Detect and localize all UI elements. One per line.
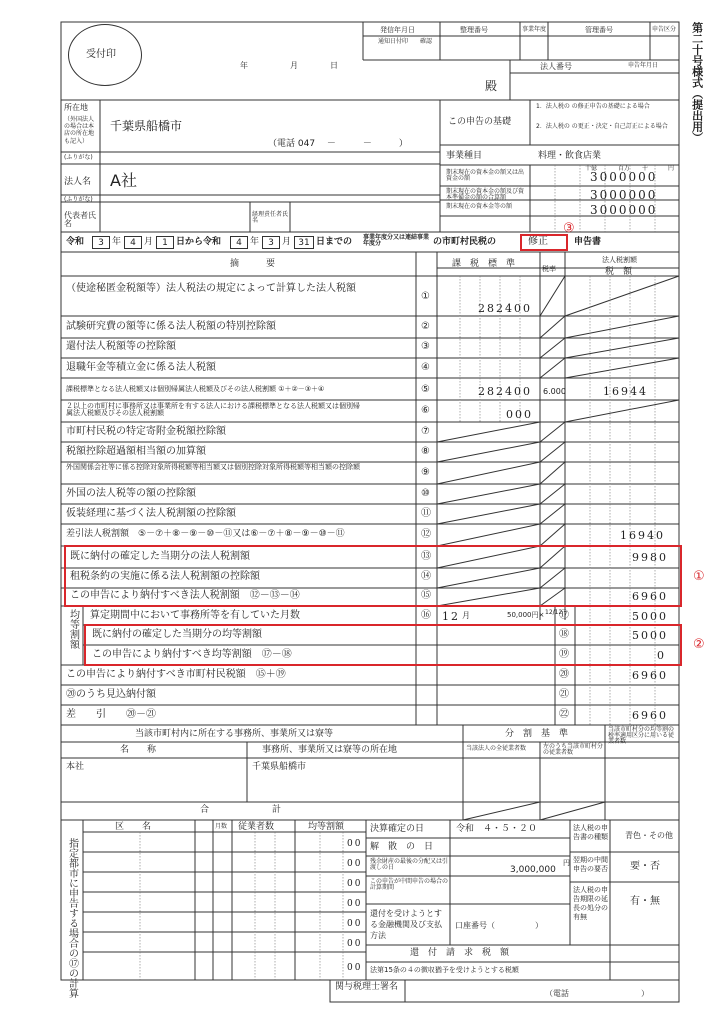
marker-3: ③ [563, 221, 575, 236]
col-base-header: 課 税 標 準 [452, 259, 516, 269]
designated-col-kintou: 均等割額 [308, 822, 345, 832]
kintou-row-17-tax: 5000 [632, 610, 668, 623]
highlight-shusei [520, 234, 568, 251]
houjin-bango-label: 法人番号 [540, 62, 572, 71]
row-13-no: ⑬ [421, 551, 431, 562]
row-6-no: ⑥ [421, 405, 430, 416]
designated-zero-1: 00 [347, 839, 363, 849]
row-3-label: 還付法人税額等の控除額 [66, 341, 176, 352]
capital-row1-value: 3000000 [590, 170, 658, 184]
kintou-month-unit: 月 [462, 611, 470, 620]
row-2-label: 試験研究費の額等に係る法人税額の特別控除額 [66, 321, 276, 332]
offices-col-b3: 当該市町村分の均等割の税率適用区分に用いる従業者数 [608, 726, 675, 745]
row-1-no: ① [421, 291, 430, 302]
account-label: 口座番号（ ） [455, 921, 543, 930]
law-label: 法第15条の４の徴収猶予を受けようとする税額 [370, 966, 519, 974]
row-22-no: ㉒ [559, 709, 569, 720]
period-kind: 事業年度分又は連結事業年度分 [363, 234, 430, 247]
code-kakunin: 確認 [420, 38, 433, 45]
dono-label: 殿 [485, 79, 498, 93]
code-kubun: 申告区分 [652, 26, 677, 33]
row-6-label: ２以上の市町村に事務所又は事業所を有する法人における課税標準となる法人税額又は個別帰属法人税額及びその法人税割額 [66, 402, 360, 417]
furigana-label: (ふりがな) [64, 154, 93, 161]
designated-zero-7: 00 [347, 963, 363, 973]
row-5-tax: 16944 [603, 385, 648, 398]
date-day-label: 日 [330, 61, 338, 70]
row-9-label: 外国関係会社等に係る控除対象所得税額等相当額又は個別控除対象所得税額等相当額の控除額 [66, 463, 360, 471]
houjin-type-label: 法人税の申告書の種類 [573, 824, 608, 842]
chukan-label: この申告が中間申告の場合の計算期間 [370, 878, 449, 891]
kintou-row-19-label: この申告により納付すべき均等割額 ⑰－⑱ [92, 649, 292, 660]
row-22-tax: 6960 [632, 709, 668, 722]
offices-col-b2: 左のうち当該市町村分の従業者数 [543, 743, 604, 756]
highlight-group-2 [84, 624, 682, 666]
capital-small-value: 3,000,000 [510, 865, 556, 875]
enchou-value: 有・無 [630, 896, 660, 907]
row-9-no: ⑨ [421, 467, 430, 478]
kintou-row-18-label: 既に納付の確定した当期分の均等割額 [92, 629, 262, 640]
offices-col-b1: 当該法人の全従業者数 [466, 745, 527, 752]
row-14-no: ⑭ [421, 571, 431, 582]
period-year-label: 年 [112, 237, 122, 247]
row-12-tax: 16940 [620, 529, 665, 542]
row-20-label: この申告により納付すべき市町村民税額 ⑮＋⑲ [66, 669, 286, 680]
representative-label: 代表者氏名 [64, 211, 96, 228]
row-1-label: （使途秘匿金税額等）法人税法の規定によって計算した法人税額 [66, 283, 356, 294]
row-22-label: 差 引 ⑳－㉑ [66, 709, 156, 720]
row-10-no: ⑩ [421, 488, 430, 499]
designated-zero-2: 00 [347, 859, 363, 869]
zeirishi-phone: （電話 ） [545, 989, 649, 998]
offices-col-bunkatsu: 分 割 基 準 [505, 729, 569, 739]
period-from-label: 日から令和 [176, 237, 222, 247]
row-11-no: ⑪ [421, 508, 431, 519]
row-5-base: 282400 [478, 385, 532, 398]
row-21-label: ⑳のうち見込納付額 [66, 689, 156, 700]
capital-small-unit: 円 [563, 859, 570, 867]
address-label: 所在地 [64, 103, 88, 112]
company-name-value: A社 [110, 171, 137, 190]
row-10-label: 外国の法人税等の額の控除額 [66, 488, 196, 499]
row-7-label: 市町村民税の特定寄附金税額控除額 [66, 426, 226, 437]
col-summary-header: 摘 要 [230, 259, 276, 269]
code-seiri: 整理番号 [460, 26, 488, 34]
zanyo-label: 残余財産の最後の分配又は引渡しの日 [370, 858, 449, 871]
form-number-title: 第二十号様式（提出用） [690, 22, 704, 143]
row-7-no: ⑦ [421, 426, 430, 437]
kintou-row-19-no: ⑲ [559, 649, 569, 660]
kintou-label: 均等割額 [67, 609, 79, 649]
kintou-row-16-label: 算定期間中において事務所等を有していた月数 [90, 610, 300, 621]
col-tax-header: 法人税割額 [602, 256, 637, 264]
period-to-year: 4 [230, 236, 248, 249]
period-to-day: 31 [294, 236, 314, 249]
period-tax-label: の市町村民税の [433, 237, 497, 247]
address-value: 千葉県船橋市 [110, 119, 183, 133]
kijun-option-2: 2．法人税の の更正・決定・自己訂正による場合 [536, 123, 668, 130]
period-suffix: 申告書 [574, 237, 602, 247]
kijun-label: この申告の基礎 [448, 117, 512, 127]
capital-row2-value: 3000000 [590, 188, 658, 202]
row-1-base: 282400 [478, 302, 532, 315]
row-13-label: 既に納付の確定した当期分の法人税割額 [70, 551, 250, 562]
row-21-no: ㉑ [559, 689, 569, 700]
code-jigyo: 事業年度 [522, 26, 547, 33]
kanpu-label: 還 付 請 求 税 額 [410, 948, 510, 958]
capital-row3-value: 3000000 [590, 203, 658, 217]
manager-label: 経理責任者氏名 [252, 211, 289, 224]
kintou-row-18-no: ⑱ [559, 629, 569, 640]
row-20-tax: 6960 [632, 669, 668, 682]
row-2-no: ② [421, 321, 430, 332]
code-kanri: 管理番号 [585, 26, 613, 34]
chukan-youhi-value: 要・否 [630, 861, 660, 872]
designated-zero-4: 00 [347, 899, 363, 909]
highlight-group-1 [64, 545, 682, 607]
period-year-label-2: 年 [250, 237, 260, 247]
kintou-row-18-tax: 5000 [632, 629, 668, 642]
designated-zero-6: 00 [347, 939, 363, 949]
row-8-no: ⑧ [421, 446, 430, 457]
bank-label: 還付を受けようとする金融機関及び支払方法 [370, 909, 442, 941]
kintou-months: 12 [442, 610, 460, 623]
row-12-label: 差引法人税割額 ⑤－⑦＋⑧－⑨－⑩－⑪又は⑥－⑦＋⑧－⑨－⑩－⑪ [66, 529, 345, 539]
kaisan-label: 解 散 の 日 [370, 842, 434, 852]
capital-row3-label: 期末現在の資本金等の額 [446, 203, 513, 210]
row-13-tax: 9980 [632, 551, 668, 564]
col-tax-header-2: 税 額 [605, 267, 633, 277]
row-15-tax: 6960 [632, 590, 668, 603]
office-row-name: 本社 [66, 762, 85, 772]
marker-2: ② [693, 637, 705, 652]
code-hasshin: 発信年月日 [380, 26, 415, 34]
row-12-no: ⑫ [421, 529, 431, 540]
row-4-no: ④ [421, 362, 430, 373]
zeirishi-label: 関与税理士署名 [335, 982, 399, 992]
designated-zero-3: 00 [347, 879, 363, 889]
designated-col-months: 月数 [215, 823, 228, 830]
designated-side-label: 指定都市に申告する場合の⑰の計算 [66, 838, 78, 998]
business-value: 料理・飲食店業 [538, 151, 602, 161]
kintou-row-16-no: ⑯ [421, 610, 431, 621]
capital-row2-label: 期末現在の資本金の額及び資本準備金の額の合算額 [446, 188, 525, 201]
offices-total: 合 計 [200, 805, 282, 815]
period-to-month: 3 [262, 236, 280, 249]
offices-col-name: 名 称 [120, 745, 157, 755]
offices-col-addr: 事務所、事業所又は寮等の所在地 [262, 745, 398, 755]
houjin-type-value: 青色・その他 [625, 831, 673, 840]
reception-stamp-label: 受付印 [86, 49, 116, 60]
period-from-year: 3 [92, 236, 110, 249]
date-month-label: 月 [290, 61, 298, 70]
unit-hyakuman: 百万 [618, 165, 631, 172]
period-from-month: 4 [124, 236, 142, 249]
kintou-row-17-no: ⑰ [559, 610, 569, 621]
offices-title: 当該市町村内に所在する事務所、事業所又は寮等 [135, 729, 334, 739]
col-rate-header: 税率 [542, 265, 556, 273]
row-8-label: 税額控除超過額相当額の加算額 [66, 446, 206, 457]
business-label: 事業種目 [446, 151, 483, 161]
code-tsuchi: 通知日付印 [378, 38, 409, 45]
kijun-option-1: 1．法人税の の修正申告の基礎による場合 [536, 103, 650, 110]
kettei-label: 決算確定の日 [370, 824, 425, 834]
capital-row1-label: 期末現在の資本金の額又は出資金の額 [446, 169, 525, 182]
period-from-day: 1 [156, 236, 174, 249]
row-15-label: この申告により納付すべき法人税割額 ⑫－⑬－⑭ [70, 590, 300, 601]
unit-juoku: 十億 [585, 165, 598, 172]
marker-1: ① [693, 569, 705, 584]
kintou-rate: 50,000円× [507, 611, 545, 619]
row-5-no: ⑤ [421, 384, 430, 395]
period-type: 修正 [528, 236, 548, 247]
row-5-label: 課税標準となる法人税額又は個別帰属法人税額及びその法人税割額 ①＋②－③＋④ [66, 385, 325, 393]
row-3-no: ③ [421, 341, 430, 352]
row-14-label: 租税条約の実施に係る法人税割額の控除額 [70, 571, 260, 582]
unit-sen: 千 [642, 165, 649, 172]
shinkoku-nengetsu-label: 申告年月日 [628, 62, 659, 69]
period-to-label: 日までの [316, 237, 353, 247]
row-6-base: 000 [506, 408, 533, 421]
designated-col-ku: 区 名 [115, 822, 152, 832]
chukan-youhi-label: 翌期の中間申告の要否 [573, 856, 608, 874]
phone-value: （電話 047 － － ） [268, 139, 408, 149]
period-prefix: 令和 [66, 237, 85, 247]
company-name-label: 法人名 [64, 177, 92, 187]
kintou-fraction: 12/12 [545, 609, 563, 616]
row-5-rate: 6.000 [543, 387, 566, 396]
unit-en: 円 [668, 165, 675, 172]
kintou-row-19-tax: 0 [657, 649, 666, 662]
period-month-label: 月 [144, 237, 154, 247]
row-15-no: ⑮ [421, 590, 431, 601]
date-year-label: 年 [240, 61, 248, 70]
office-row-addr: 千葉県船橋市 [252, 762, 307, 772]
designated-zero-5: 00 [347, 919, 363, 929]
row-20-no: ⑳ [559, 669, 569, 680]
row-11-label: 仮装経理に基づく法人税割額の控除額 [66, 508, 236, 519]
period-month-label-2: 月 [282, 237, 292, 247]
row-4-label: 退職年金等積立金に係る法人税額 [66, 362, 216, 373]
kettei-value: 令和 ４・５・２０ [456, 824, 538, 834]
address-note: （外国法人の場合は本店の所在地も記入） [64, 116, 95, 145]
furigana-label-2: (ふりがな) [64, 196, 93, 203]
enchou-label: 法人税の申告期限の延長の処分の有無 [573, 886, 608, 922]
designated-col-jugyo: 従業者数 [238, 822, 275, 832]
